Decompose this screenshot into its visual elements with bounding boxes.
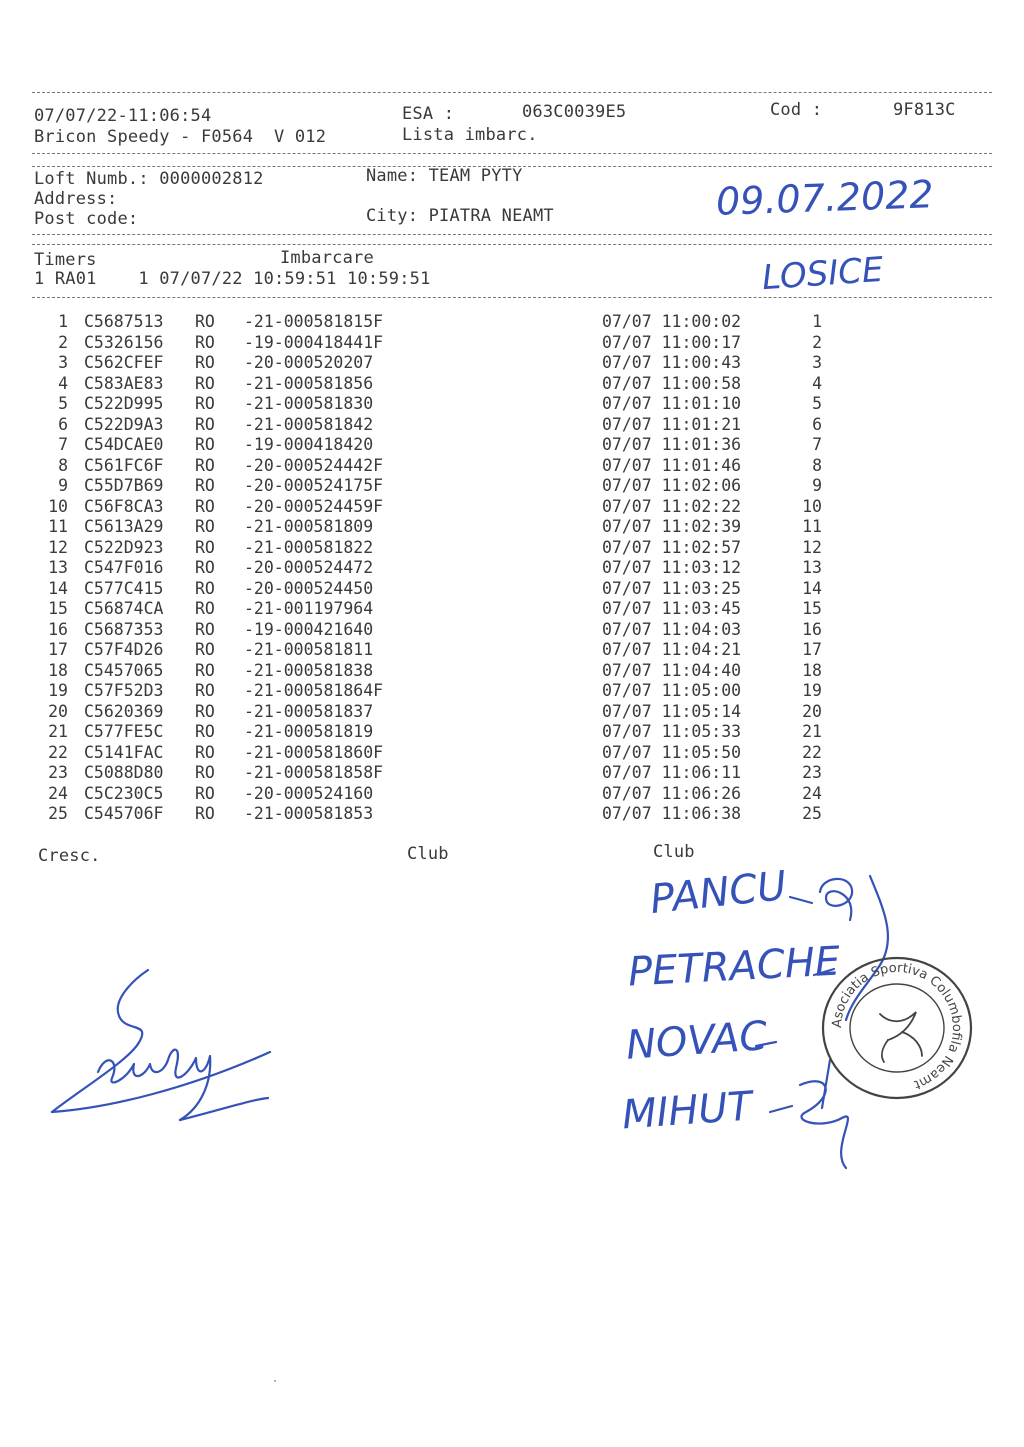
row-index: 18 (802, 660, 822, 680)
handwritten-place: LOSICE (760, 249, 885, 299)
row-number: 18 (48, 660, 68, 680)
row-number: 22 (48, 742, 68, 762)
ring-number: -20-000524175F (244, 476, 384, 495)
row-index: 24 (802, 783, 822, 803)
country-code: RO (195, 578, 215, 598)
chip-id: C54DCAE0 (84, 435, 164, 454)
country-code: RO (195, 455, 215, 475)
arrival-time: 07/07 11:05:00 (602, 681, 742, 700)
country-code: RO (195, 373, 215, 393)
country-code: RO (195, 722, 215, 741)
country-code: RO (195, 414, 215, 434)
cod-value: 9F813C (893, 100, 956, 120)
club-label-2: Club (653, 842, 695, 862)
chip-id: C5141FAC (84, 742, 164, 762)
ring-number: -20-000524472 (244, 558, 374, 577)
ring-number: -21-000581842 (244, 414, 374, 434)
chip-id: C5620369 (84, 701, 164, 721)
chip-id: C522D9A3 (84, 414, 164, 434)
row-index: 4 (812, 373, 822, 393)
ring-number: -19-000418420 (244, 435, 374, 454)
row-number: 6 (58, 414, 68, 434)
chip-id: C57F4D26 (84, 640, 164, 659)
chip-id: C577C415 (84, 578, 164, 598)
country-code: RO (195, 558, 215, 577)
chip-id: C561FC6F (84, 455, 164, 475)
chip-id: C5088D80 (84, 763, 164, 782)
row-index: 20 (802, 701, 822, 721)
ring-number: -21-000581860F (244, 742, 384, 762)
chip-id: C522D923 (84, 537, 164, 557)
ring-number: -19-000418441F (244, 332, 384, 352)
row-index: 3 (812, 353, 822, 372)
arrival-time: 07/07 11:01:21 (602, 414, 742, 434)
row-index: 19 (802, 681, 822, 700)
ring-number: -21-000581837 (244, 701, 374, 721)
row-number: 13 (48, 558, 68, 577)
country-code: RO (195, 701, 215, 721)
arrival-time: 07/07 11:06:38 (602, 804, 742, 823)
arrival-time: 07/07 11:04:40 (602, 660, 742, 680)
arrival-time: 07/07 11:00:02 (602, 312, 742, 331)
arrival-time: 07/07 11:05:14 (602, 701, 742, 721)
club-name-3: NOVAC (624, 1013, 769, 1069)
chip-id: C5457065 (84, 660, 164, 680)
row-number: 25 (48, 804, 68, 823)
cod-label: Cod : (770, 100, 823, 120)
row-index: 12 (802, 537, 822, 557)
country-code: RO (195, 517, 215, 536)
country-code: RO (195, 783, 215, 803)
timer-line: 1 RA01 1 07/07/22 10:59:51 10:59:51 (34, 269, 431, 289)
ring-number: -19-000421640 (244, 619, 374, 639)
ring-number: -21-000581864F (244, 681, 384, 700)
chip-id: C5687513 (84, 312, 164, 331)
ring-number: -21-000581830 (244, 394, 374, 413)
chip-id: C583AE83 (84, 373, 164, 393)
arrival-time: 07/07 11:03:45 (602, 599, 742, 618)
arrival-time: 07/07 11:05:50 (602, 742, 742, 762)
row-number: 5 (58, 394, 68, 413)
handwritten-date: 09.07.2022 (715, 172, 935, 224)
arrival-time: 07/07 11:03:12 (602, 558, 742, 577)
ring-number: -21-000581853 (244, 804, 374, 823)
row-index: 1 (812, 312, 822, 331)
row-index: 9 (812, 476, 822, 495)
imbarcare-label: Imbarcare (280, 248, 374, 268)
country-code: RO (195, 332, 215, 352)
row-number: 4 (58, 373, 68, 393)
loft-number: Loft Numb.: 0000002812 (34, 169, 264, 189)
country-code: RO (195, 312, 215, 331)
row-index: 10 (802, 496, 822, 516)
arrival-time: 07/07 11:06:11 (602, 763, 742, 782)
arrival-time: 07/07 11:00:17 (602, 332, 742, 352)
country-code: RO (195, 742, 215, 762)
country-code: RO (195, 640, 215, 659)
country-code: RO (195, 804, 215, 823)
stamp-text: Asociatia Sportiva Columbofila Neamt (829, 960, 965, 1092)
row-index: 22 (802, 742, 822, 762)
row-number: 21 (48, 722, 68, 741)
arrival-time: 07/07 11:06:26 (602, 783, 742, 803)
row-number: 12 (48, 537, 68, 557)
arrival-time: 07/07 11:03:25 (602, 578, 742, 598)
row-number: 20 (48, 701, 68, 721)
ring-number: -20-000524160 (244, 783, 374, 803)
row-number: 1 (58, 312, 68, 331)
arrival-time: 07/07 11:02:57 (602, 537, 742, 557)
row-index: 2 (812, 332, 822, 352)
chip-id: C545706F (84, 804, 164, 823)
row-number: 7 (58, 435, 68, 454)
arrival-time: 07/07 11:01:36 (602, 435, 742, 454)
loft-name: Name: TEAM PYTY (366, 166, 523, 186)
ring-number: -20-000524442F (244, 455, 384, 475)
sender-signature (40, 960, 280, 1160)
ring-number: -21-000581811 (244, 640, 374, 659)
chip-id: C5326156 (84, 332, 164, 352)
ring-number: -21-000581856 (244, 373, 374, 393)
chip-id: C562CFEF (84, 353, 164, 372)
row-index: 5 (812, 394, 822, 413)
chip-id: C57F52D3 (84, 681, 164, 700)
row-index: 16 (802, 619, 822, 639)
chip-id: C577FE5C (84, 722, 164, 741)
chip-id: C56F8CA3 (84, 496, 164, 516)
row-index: 21 (802, 722, 822, 741)
chip-id: C5687353 (84, 619, 164, 639)
print-datetime: 07/07/22-11:06:54 (34, 106, 212, 126)
row-index: 25 (802, 804, 822, 823)
country-code: RO (195, 353, 215, 372)
row-number: 17 (48, 640, 68, 659)
ring-number: -21-001197964 (244, 599, 374, 618)
cresc-label: Cresc. (38, 846, 101, 866)
row-number: 9 (58, 476, 68, 495)
row-number: 10 (48, 496, 68, 516)
ring-number: -21-000581809 (244, 517, 374, 536)
row-number: 3 (58, 353, 68, 372)
row-number: 23 (48, 763, 68, 782)
row-index: 7 (812, 435, 822, 454)
country-code: RO (195, 763, 215, 782)
row-index: 15 (802, 599, 822, 618)
arrival-time: 07/07 11:04:21 (602, 640, 742, 659)
city-label: City: PIATRA NEAMT (366, 206, 554, 226)
chip-id: C5C230C5 (84, 783, 164, 803)
row-number: 24 (48, 783, 68, 803)
club-name-4: MIHUT (620, 1083, 754, 1139)
row-index: 17 (802, 640, 822, 659)
row-number: 8 (58, 455, 68, 475)
esa-value: 063C0039E5 (522, 102, 627, 122)
chip-id: C55D7B69 (84, 476, 164, 495)
arrival-time: 07/07 11:05:33 (602, 722, 742, 741)
country-code: RO (195, 681, 215, 700)
ring-number: -20-000524459F (244, 496, 384, 516)
chip-id: C522D995 (84, 394, 164, 413)
arrival-time: 07/07 11:00:43 (602, 353, 742, 372)
arrival-time: 07/07 11:02:22 (602, 496, 742, 516)
country-code: RO (195, 537, 215, 557)
ring-number: -21-000581819 (244, 722, 374, 741)
row-number: 2 (58, 332, 68, 352)
row-index: 13 (802, 558, 822, 577)
country-code: RO (195, 660, 215, 680)
ring-number: -21-000581838 (244, 660, 374, 680)
device-info: Bricon Speedy - F0564 V 012 (34, 127, 327, 147)
timers-label: Timers (34, 250, 97, 270)
row-index: 11 (802, 517, 822, 536)
country-code: RO (195, 619, 215, 639)
chip-id: C547F016 (84, 558, 164, 577)
association-stamp (818, 952, 976, 1104)
club-label-1: Club (407, 844, 449, 864)
arrival-time: 07/07 11:01:10 (602, 394, 742, 413)
row-index: 14 (802, 578, 822, 598)
row-number: 15 (48, 599, 68, 618)
ring-number: -20-000524450 (244, 578, 374, 598)
arrival-time: 07/07 11:02:06 (602, 476, 742, 495)
row-index: 23 (802, 763, 822, 782)
ring-number: -21-000581822 (244, 537, 374, 557)
country-code: RO (195, 394, 215, 413)
esa-label: ESA : (402, 104, 455, 124)
country-code: RO (195, 435, 215, 454)
postcode-label: Post code: (34, 209, 139, 229)
chip-id: C56874CA (84, 599, 164, 618)
row-index: 6 (812, 414, 822, 434)
ring-number: -21-000581815F (244, 312, 384, 331)
arrival-time: 07/07 11:04:03 (602, 619, 742, 639)
country-code: RO (195, 476, 215, 495)
address-label: Address: (34, 189, 118, 209)
arrival-time: 07/07 11:00:58 (602, 373, 742, 393)
ring-number: -20-000520207 (244, 353, 374, 372)
ring-number: -21-000581858F (244, 763, 384, 782)
arrival-time: 07/07 11:01:46 (602, 455, 742, 475)
chip-id: C5613A29 (84, 517, 164, 536)
club-name-2: PETRACHE (626, 938, 842, 996)
row-number: 14 (48, 578, 68, 598)
country-code: RO (195, 599, 215, 618)
club-name-1: PANCU (647, 862, 789, 924)
row-index: 8 (812, 455, 822, 475)
list-type-label: Lista imbarc. (402, 125, 538, 145)
stray-dot (274, 1380, 276, 1382)
country-code: RO (195, 496, 215, 516)
row-number: 19 (48, 681, 68, 700)
arrival-time: 07/07 11:02:39 (602, 517, 742, 536)
row-number: 16 (48, 619, 68, 639)
row-number: 11 (48, 517, 68, 536)
